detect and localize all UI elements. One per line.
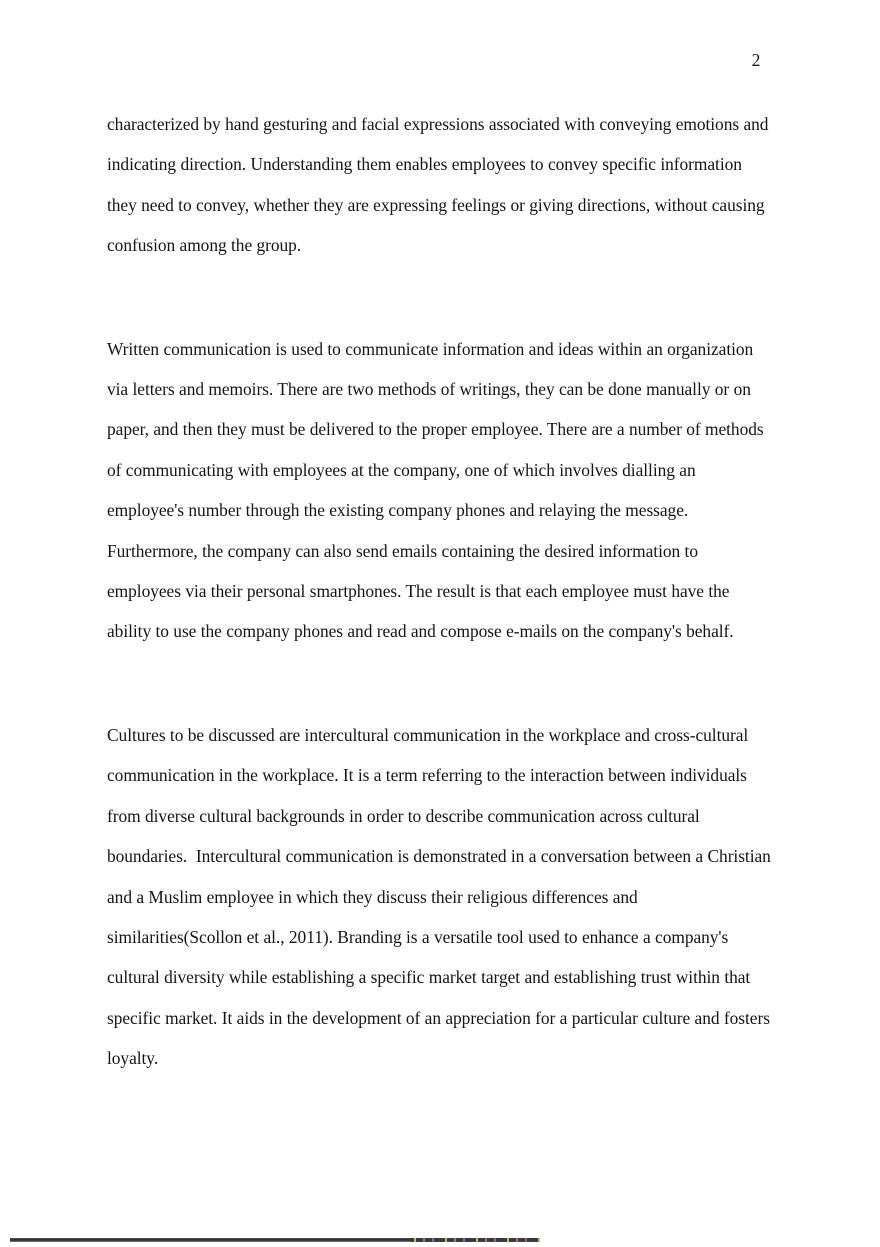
body-paragraph: characterized by hand gesturing and facial expressions associated with conveying emotions and indicating direction. Understanding them enables employees to convey specific information they need to convey, whether they are expressing feelings or giving directions, without causing confusion among the group. [107, 114, 773, 256]
body-paragraph: Written communication is used to communicate information and ideas within an organization via letters and memoirs. There are two methods of writings, they can be done manually or on paper, and then they must be delivered to the proper employee. There are a number of methods of communicating with employees at the company, one of which involves dialling an employee's number through the existing company phones and relaying the message. Furthermore, the company can also send emails containing the desired information to employees via their personal smartphones. The result is that each employee must have the ability to use the company phones and read and compose e-mails on the company's behalf. [107, 338, 768, 642]
page-number: 2 [751, 50, 761, 70]
body-paragraph: Cultures to be discussed are intercultural communication in the workplace and cross-cultural communication in the workplace. It is a term referring to the interaction between individuals from diverse cultural backgrounds in order to describe communication across cultural boundaries. Intercultural communication is demonstrated in a conversation between a Christian and a Muslim employee in which they discuss their religious differences and similarities(Scollon et al., 2011). Branding is a versatile tool used to enhance a company's cultural diversity while establishing a specific market target and establishing trust within that specific market. It aids in the development of an appreciation for a particular culture and fosters loyalty. [107, 724, 776, 1069]
document-body [107, 104, 775, 1079]
page-footer-scan-artifact-speckle [410, 1238, 540, 1242]
